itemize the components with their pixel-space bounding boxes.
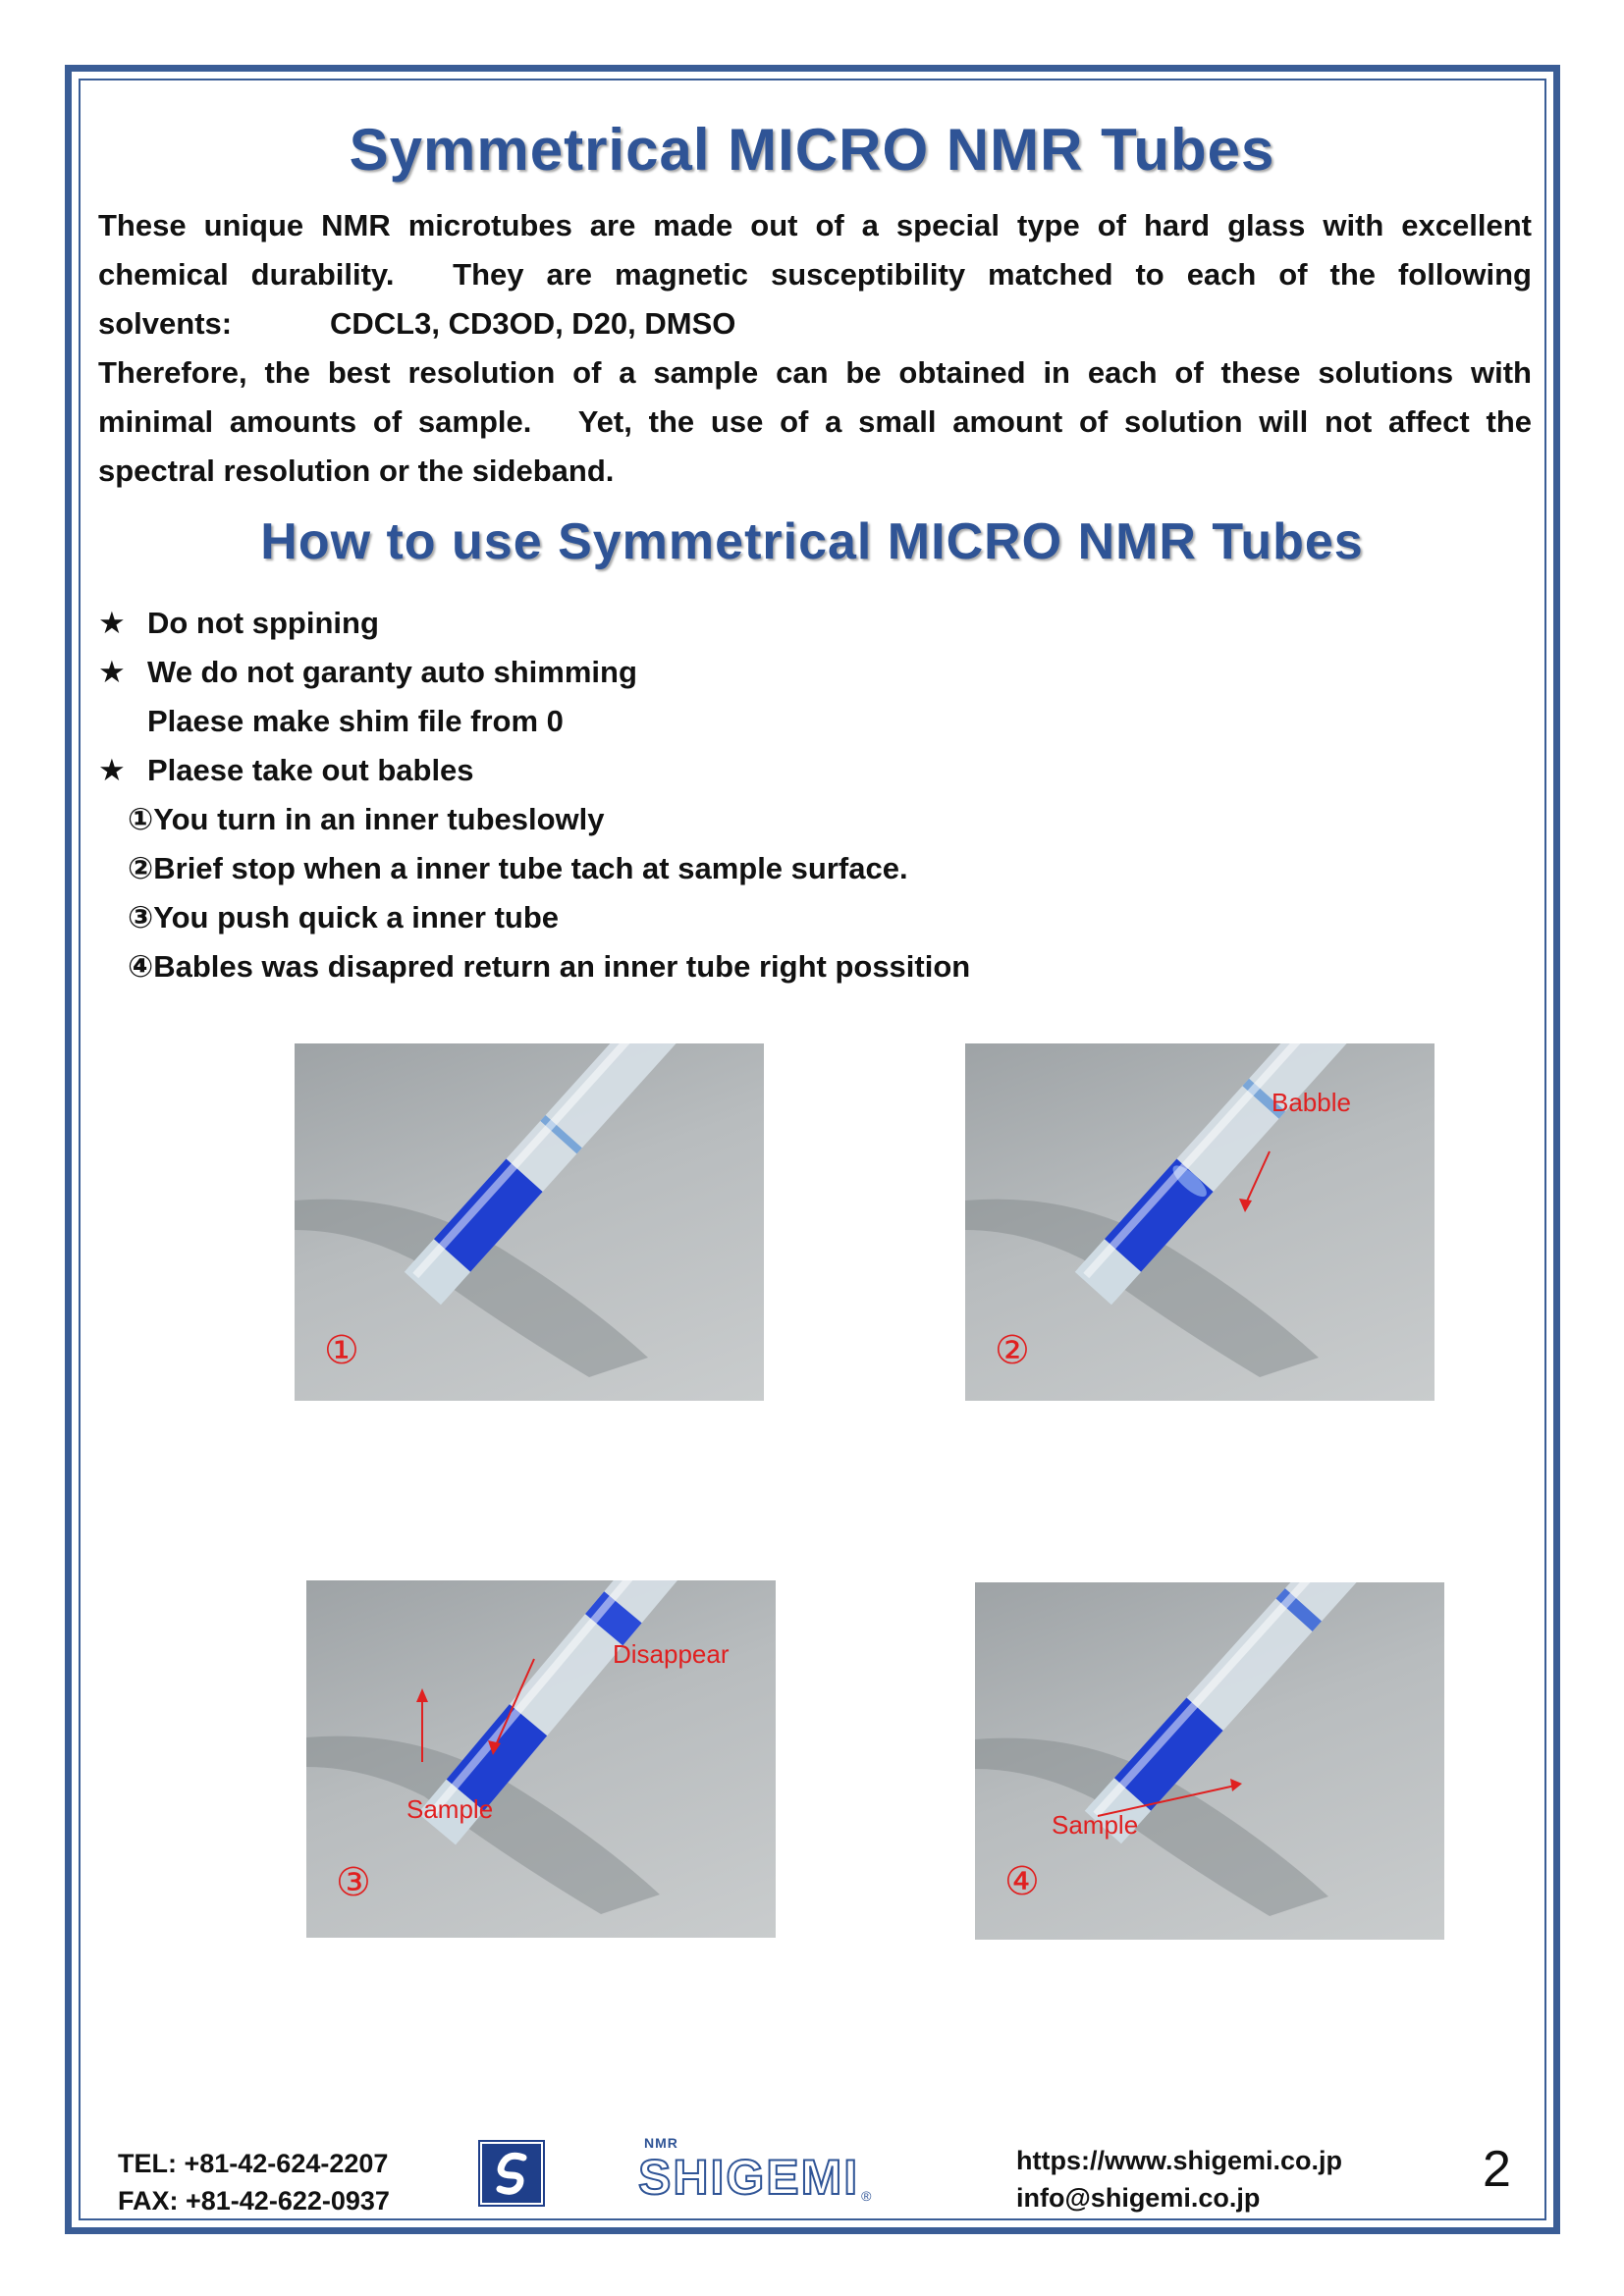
fax-text: FAX: +81-42-622-0937 — [118, 2186, 390, 2216]
list-item — [98, 599, 1375, 648]
shigemi-logo — [638, 2135, 871, 2204]
intro-line: These unique NMR microtubes are made out of a special type of hard glass with excellent — [98, 208, 1532, 242]
sub-step: ①You turn in an inner tubeslowly — [128, 802, 605, 836]
sub-step: ④Bables was disapred return an inner tube right possition — [128, 949, 971, 984]
contact-web-email — [1016, 2142, 1342, 2216]
annotation-label: Sample — [1052, 1810, 1139, 1840]
star-icon: ★ — [98, 655, 126, 689]
list-item — [98, 648, 1375, 697]
logo-wordmark: SHIGEMI — [638, 2150, 860, 2205]
solvents-label: solvents: — [98, 306, 233, 341]
photo-number: ① — [324, 1328, 359, 1373]
sub-step: ③You push quick a inner tube — [128, 900, 560, 934]
instruction-list — [98, 599, 1375, 991]
email-link[interactable]: info@shigemi.co.jp — [1016, 2183, 1261, 2213]
sub-step: ②Brief stop when a inner tube tach at sample surface. — [128, 851, 908, 885]
shigemi-logo-icon — [478, 2140, 545, 2207]
star-icon: ★ — [98, 606, 126, 640]
tube-illustration — [965, 1043, 1435, 1401]
page-title: Symmetrical MICRO NMR Tubes — [349, 117, 1275, 183]
annotation-label: Babble — [1272, 1088, 1351, 1117]
photo-number: ③ — [336, 1860, 371, 1905]
logo-nmr-text: NMR — [644, 2135, 678, 2151]
list-item — [98, 746, 1375, 795]
photo-step-4 — [975, 1582, 1444, 1940]
photo-step-2 — [965, 1043, 1435, 1401]
solvents-line — [98, 299, 1532, 348]
step-text: Do not sppining — [147, 606, 379, 640]
tube-illustration — [295, 1043, 764, 1401]
photo-number: ④ — [1004, 1859, 1040, 1904]
contact-phone-fax — [118, 2145, 390, 2219]
photo-step-3 — [306, 1580, 776, 1938]
page-number: 2 — [1483, 2141, 1511, 2198]
photo-step-1 — [295, 1043, 764, 1401]
tel-text: TEL: +81-42-624-2207 — [118, 2149, 389, 2178]
intro-line: Therefore, the best resolution of a sample can be obtained in each of these solutions with — [98, 355, 1532, 390]
tube-illustration — [306, 1580, 776, 1938]
step-text: We do not garanty auto shimming — [147, 655, 637, 689]
intro-line: spectral resolution or the sideband. — [98, 454, 615, 488]
star-icon: ★ — [98, 753, 126, 787]
intro-line: chemical durability. They are magnetic susceptibility matched to each of the following — [98, 257, 1532, 292]
tube-illustration — [975, 1582, 1444, 1940]
list-item — [98, 697, 1375, 746]
step-text: Plaese take out bables — [147, 753, 474, 787]
intro-paragraph — [98, 201, 1532, 496]
logo-registered: ® — [861, 2188, 872, 2204]
intro-line: minimal amounts of sample. Yet, the use of a small amount of solution will not affect the — [98, 404, 1532, 439]
annotation-label: Disappear — [613, 1639, 730, 1669]
how-to-title: How to use Symmetrical MICRO NMR Tubes — [260, 513, 1364, 570]
annotation-label: Sample — [406, 1794, 494, 1824]
website-link[interactable]: https://www.shigemi.co.jp — [1016, 2146, 1343, 2175]
solvents-list: CDCL3, CD3OD, D20, DMSO — [330, 306, 736, 341]
photo-number: ② — [995, 1328, 1030, 1373]
step-text: Plaese make shim file from 0 — [147, 704, 564, 738]
